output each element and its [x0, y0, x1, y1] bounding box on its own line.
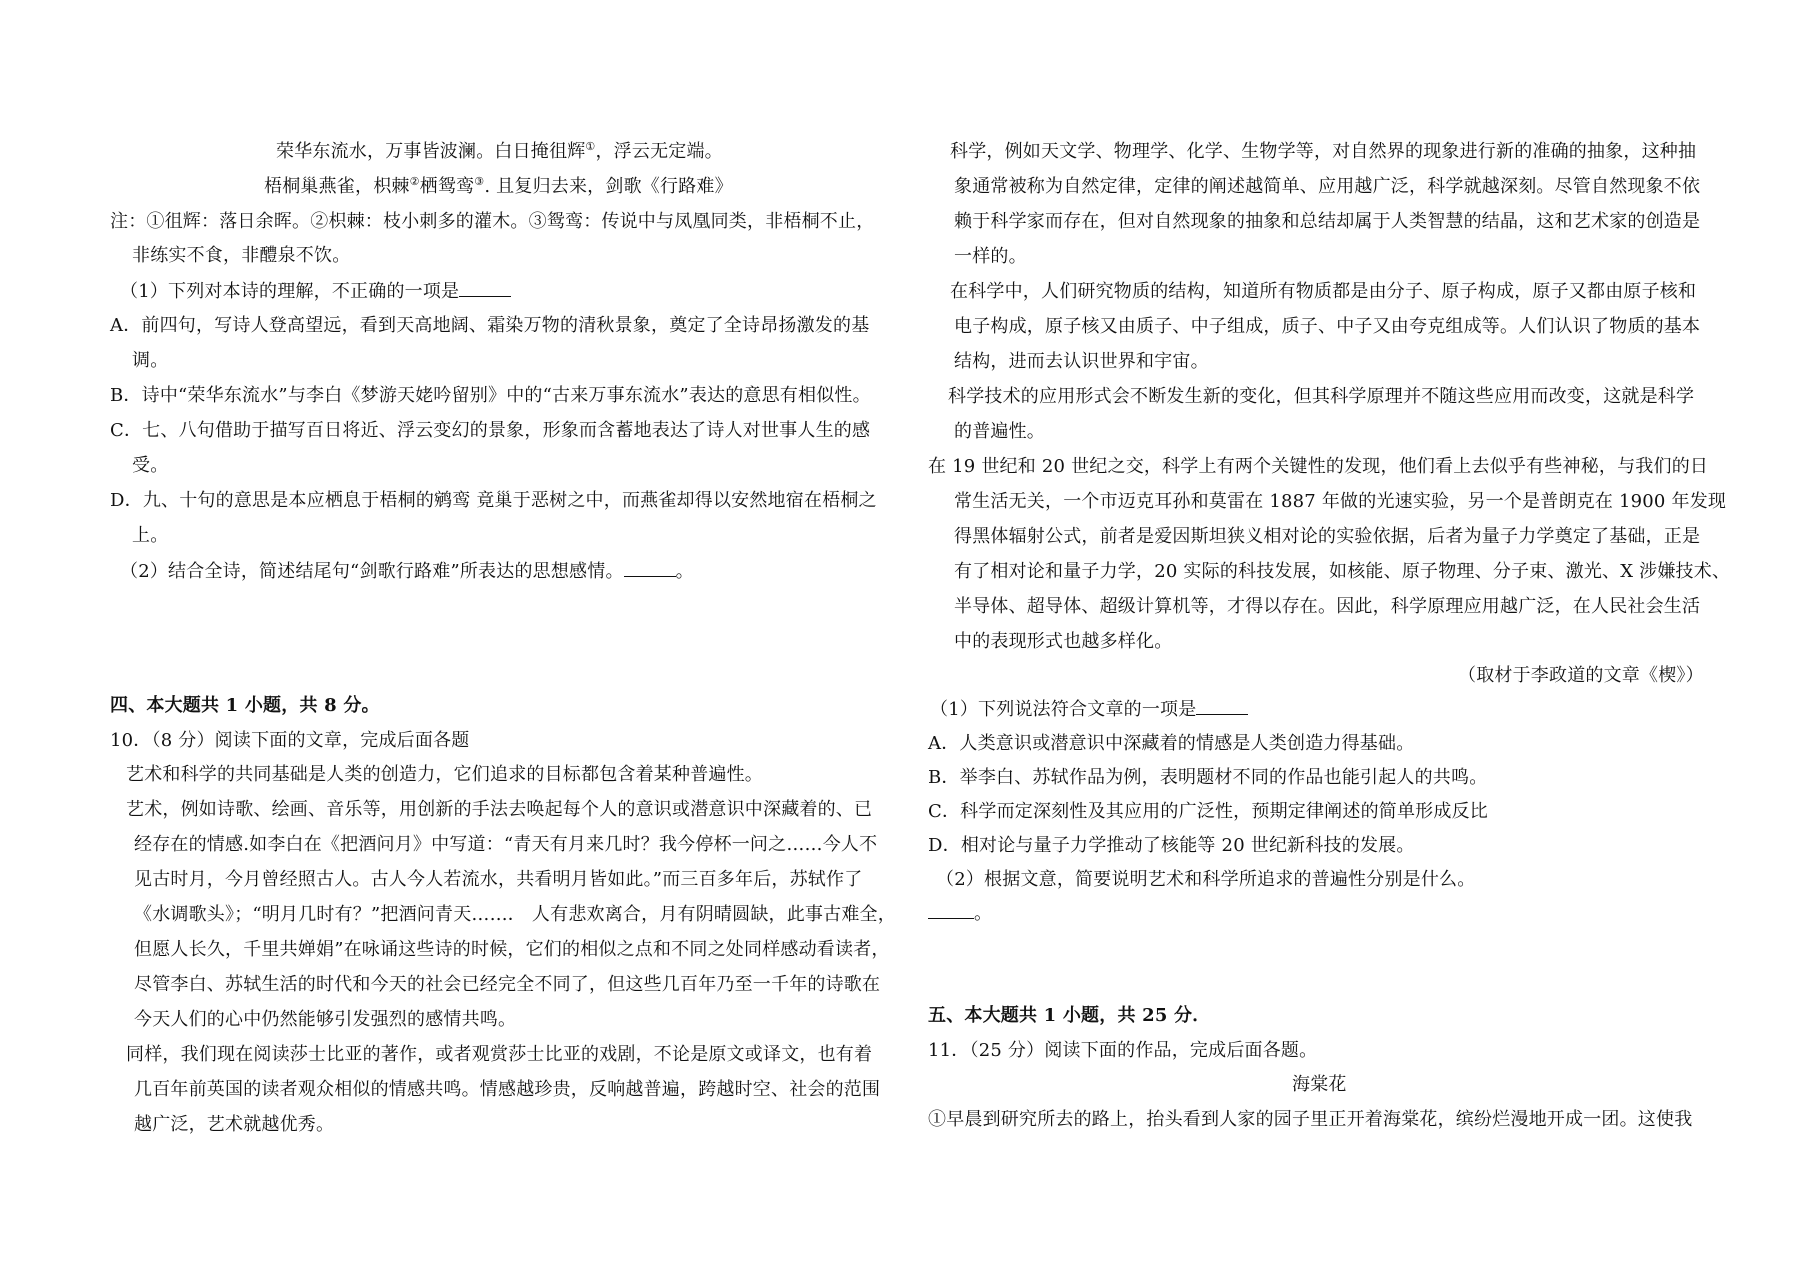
paragraph-2-line: 《水调歌头》；“明月几时有？”把酒问青天……． 人有悲欢离合，月有阴晴圆缺，此事古难全， [134, 904, 896, 925]
paragraph-science-line: 赖于科学家而存在，但对自然现象的抽象和总结却属于人类智慧的结晶，这和艺术家的创造是 [954, 211, 1701, 232]
source-citation: （取材于李政道的文章《楔》） [1458, 665, 1704, 686]
paragraph-2-line: 今天人们的心中仍然能够引发强烈的感情共鸣。 [134, 1009, 517, 1030]
answer-blank[interactable] [928, 902, 974, 919]
poem-line-1: 荣华东流水，万事皆波澜。白日掩徂辉①，浮云无定端。 [276, 140, 723, 162]
paragraph-structure-line: 电子构成，原子核又由质子、中子组成，质子、中子又由夸克组成等。人们认识了物质的基本 [954, 316, 1701, 337]
article-paragraph-1: ①早晨到研究所去的路上，抬头看到人家的园子里正开着海棠花，缤纷烂漫地开成一团。这使我 [928, 1109, 1693, 1130]
question-1: （1）下列对本诗的理解，不正确的一项是 [120, 280, 511, 304]
option-c-cont: 受。 [132, 455, 169, 476]
question-10: 10．（8 分）阅读下面的文章，完成后面各题 [110, 730, 470, 751]
section-5-heading: 五、本大题共 1 小题，共 25 分． [928, 1005, 1211, 1026]
paragraph-3-line: 越广泛，艺术就越优秀。 [134, 1114, 335, 1135]
option-c: C．科学而定深刻性及其应用的广泛性，预期定律阐述的简单形成反比 [928, 801, 1488, 822]
question-2: （2）结合全诗，简述结尾句“剑歌行路难”所表达的思想感情。 。 [120, 561, 694, 582]
option-c: C．七、八句借助于描写百日将近、浮云变幻的景象，形象而含蓄地表达了诗人对世事人生的感 [110, 420, 871, 441]
poem-line-2: 梧桐巢燕雀，枳棘②栖鸳鸾③. 且复归去来，剑歌《行路难》 [264, 175, 733, 197]
option-d: D．九、十句的意思是本应栖息于梧桐的鹓鸾 竟巢于恶树之中，而燕雀却得以安然地宿在梧桐之 [110, 490, 877, 511]
option-b: B．举李白、苏轼作品为例，表明题材不同的作品也能引起人的共鸣。 [928, 767, 1488, 788]
article-title: 海棠花 [1292, 1074, 1347, 1095]
poem-note: 注：①徂辉：落日余晖。②枳棘：枝小刺多的灌木。③鸳鸾：传说中与凤凰同类，非梧桐不止， [110, 211, 875, 232]
paragraph-application: 科学技术的应用形式会不断发生新的变化，但其科学原理并不随这些应用而改变，这就是科学 [948, 386, 1695, 407]
paragraph-discovery-line: 得黑体辐射公式，前者是爱因斯坦狭义相对论的实验依据，后者为量子力学奠定了基础，正是 [954, 526, 1701, 547]
option-b: B．诗中“荣华东流水”与李白《梦游天姥吟留别》中的“古来万事东流水”表达的意思有相似性。 [110, 385, 871, 406]
paragraph-structure-line: 结构，进而去认识世界和宇宙。 [954, 351, 1209, 372]
question-2: （2）根据文意，简要说明艺术和科学所追求的普遍性分别是什么。 [936, 869, 1476, 890]
option-a: A．人类意识或潜意识中深藏着的情感是人类创造力得基础。 [928, 733, 1415, 754]
section-4-heading: 四、本大题共 1 小题，共 8 分。 [110, 695, 380, 716]
paragraph-discovery-line: 中的表现形式也越多样化。 [954, 631, 1173, 652]
paragraph-discovery-line: 常生活无关，一个市迈克耳孙和莫雷在 1887 年做的光速实验，另一个是普朗克在 1900 年发现 [954, 491, 1727, 512]
paragraph-1: 艺术和科学的共同基础是人类的创造力，它们追求的目标都包含着某种普遍性。 [126, 764, 763, 785]
option-a-cont: 调。 [132, 350, 169, 371]
paragraph-science-line: 象通常被称为自然定律，定律的阐述越简单、应用越广泛，科学就越深刻。尽管自然现象不依 [954, 176, 1701, 197]
option-d-cont: 上。 [132, 525, 169, 546]
option-a: A．前四句，写诗人登高望远，看到天高地阔、霜染万物的清秋景象，奠定了全诗昂扬激发的基 [110, 315, 870, 336]
answer-blank[interactable] [1196, 698, 1248, 715]
paragraph-2-line: 但愿人长久，千里共婵娟”在咏诵这些诗的时候，它们的相似之点和不同之处同样感动看读者， [134, 939, 890, 960]
option-d: D．相对论与量子力学推动了核能等 20 世纪新科技的发展。 [928, 835, 1415, 856]
paragraph-structure: 在科学中，人们研究物质的结构，知道所有物质都是由分子、原子构成，原子又都由原子核和 [950, 281, 1697, 302]
paragraph-3: 同样，我们现在阅读莎士比亚的著作，或者观赏莎士比亚的戏剧，不论是原文或译文，也有着 [126, 1044, 873, 1065]
paragraph-discovery: 在 19 世纪和 20 世纪之交，科学上有两个关键性的发现，他们看上去似乎有些神秘，与我们的日 [928, 456, 1709, 477]
paragraph-2-line: 尽管李白、苏轼生活的时代和今天的社会已经完全不同了，但这些几百年乃至一千年的诗歌在 [134, 974, 881, 995]
paragraph-discovery-line: 有了相对论和量子力学，20 实际的科技发展，如核能、原子物理、分子束、激光、X 涉嫌技术、 [954, 561, 1731, 582]
question-1: （1）下列说法符合文章的一项是 [930, 698, 1248, 722]
paragraph-science: 科学，例如天文学、物理学、化学、生物学等，对自然界的现象进行新的准确的抽象，这种抽 [950, 141, 1697, 162]
answer-line: 。 [928, 902, 992, 926]
paragraph-2: 艺术，例如诗歌、绘画、音乐等，用创新的手法去唤起每个人的意识或潜意识中深藏着的、已 [126, 799, 873, 820]
paragraph-discovery-line: 半导体、超导体、超级计算机等，才得以存在。因此，科学原理应用越广泛，在人民社会生活 [954, 596, 1701, 617]
paragraph-science-line: 一样的。 [954, 246, 1027, 267]
paragraph-3-line: 几百年前英国的读者观众相似的情感共鸣。情感越珍贵，反响越普遍，跨越时空、社会的范围 [134, 1079, 881, 1100]
poem-note-cont: 非练实不食，非醴泉不饮。 [132, 245, 351, 266]
question-11: 11．（25 分）阅读下面的作品，完成后面各题。 [928, 1040, 1318, 1061]
paragraph-2-line: 见古时月，今月曾经照古人。古人今人若流水，共看明月皆如此。”而三百多年后，苏轼作了 [134, 869, 863, 890]
paragraph-application-line: 的普遍性。 [954, 421, 1045, 442]
paragraph-2-line: 经存在的情感.如李白在《把酒问月》中写道：“青天有月来几时？我今停杯一问之……今人不 [134, 834, 878, 855]
